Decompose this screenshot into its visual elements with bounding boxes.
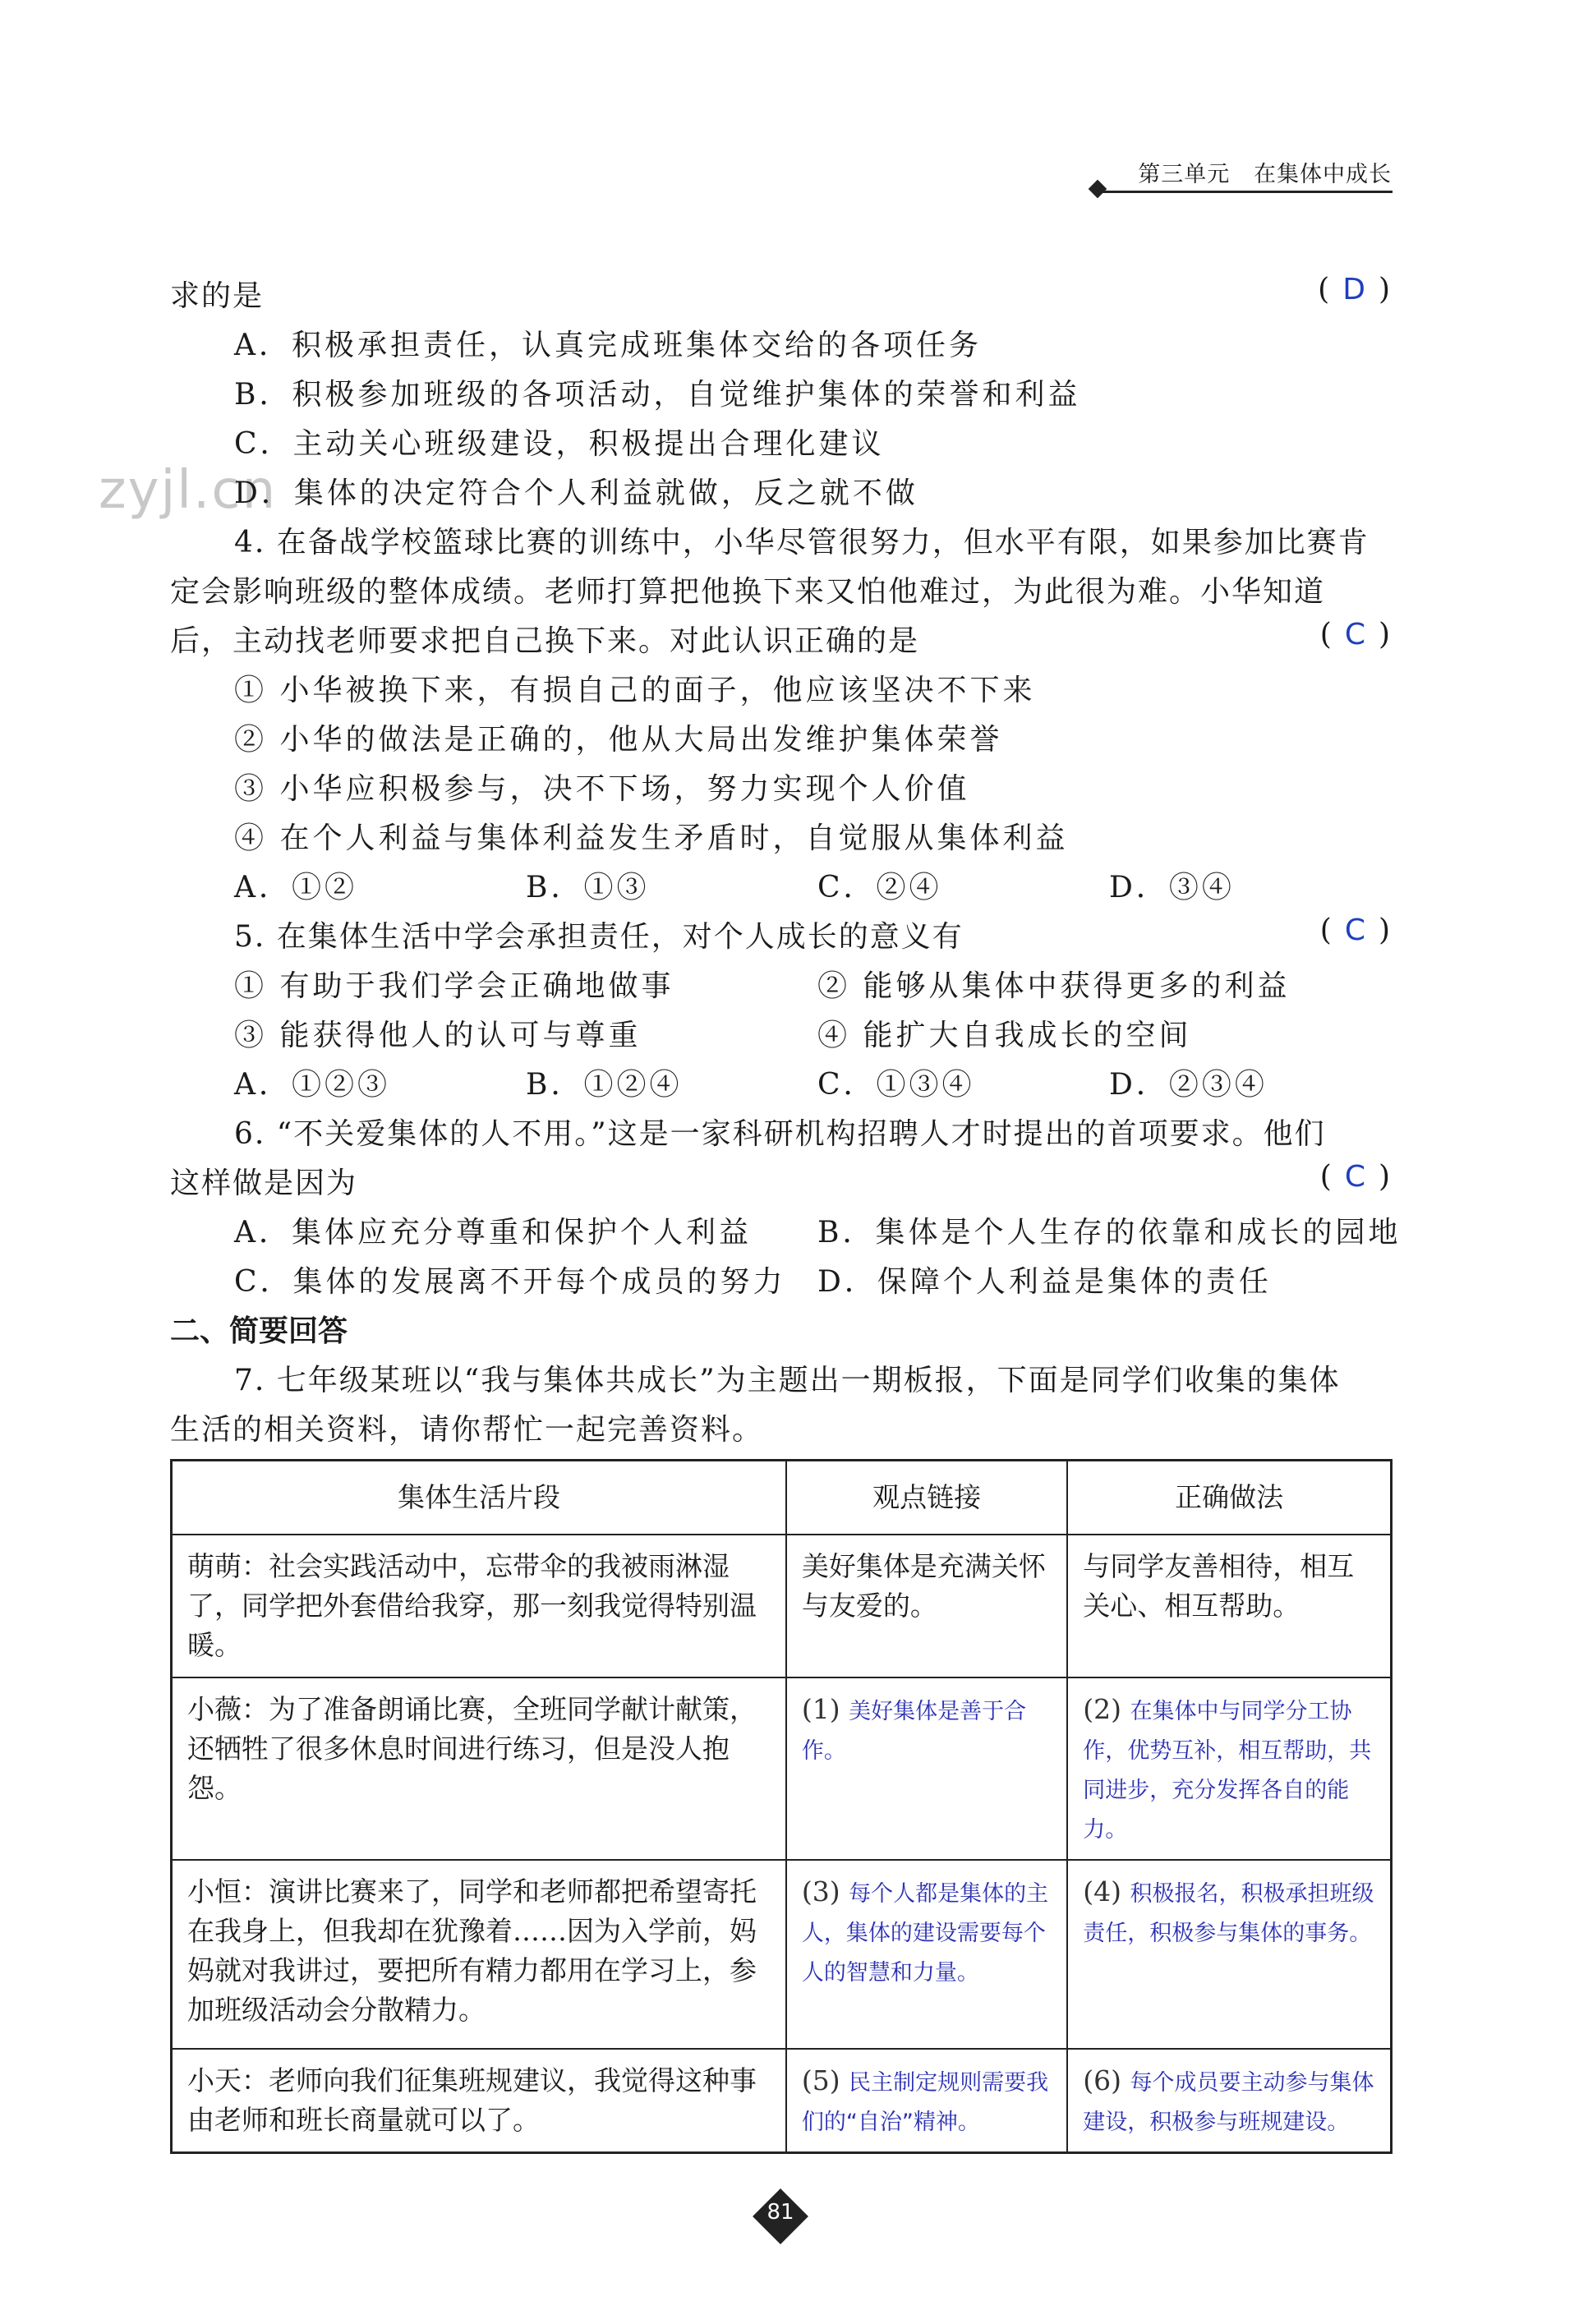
table-header-row — [172, 1461, 1392, 1535]
section-title: 二、简要回答 — [170, 1314, 348, 1348]
q6-line-1: 6. “不关爱集体的人不用。”这是一家科研机构招聘人才时提出的首项要求。他们 — [234, 1117, 1326, 1151]
q4-item-3: ③ 小华应积极参与，决不下场，努力实现个人价值 — [234, 772, 970, 806]
q3-stem-tail: 求的是 — [170, 279, 265, 313]
q6-choice-a: A．集体应充分尊重和保护个人利益 — [234, 1216, 752, 1249]
handwritten-answer: 每个人都是集体的主人，集体的建设需要每个人的智慧和力量。 — [801, 1881, 1049, 1986]
unit-label: 第三单元 — [1138, 162, 1231, 187]
q4-answer: ( C ) — [1319, 618, 1392, 651]
q5-choice-b: B．①②④ — [526, 1068, 683, 1102]
watermark: zyjl.cn — [99, 460, 278, 521]
q4-item-4: ④ 在个人利益与集体利益发生矛盾时，自觉服从集体利益 — [234, 821, 1069, 855]
view-cell: 美好集体是充满关怀与友爱的。 — [786, 1535, 1067, 1677]
handwritten-answer: 美好集体是善于合作。 — [801, 1699, 1027, 1764]
header-diamond-icon — [1089, 180, 1107, 199]
handwritten-answer: 每个成员要主动参与集体建设，积极参与班规建设。 — [1083, 2070, 1374, 2135]
action-cell: 与同学友善相待，相互关心、相互帮助。 — [1067, 1535, 1391, 1677]
q5-choice-d: D．②③④ — [1109, 1068, 1268, 1102]
handwritten-answer: 民主制定规则需要我们的“自治”精神。 — [801, 2070, 1049, 2135]
q5-choice-a: A．①②③ — [234, 1068, 390, 1102]
table-row — [172, 1860, 1392, 2049]
q6-choice-b: B．集体是个人生存的依靠和成长的园地 — [817, 1216, 1402, 1249]
blank-number: (3) — [801, 1875, 840, 1908]
q5-item-2: ② 能够从集体中获得更多的利益 — [817, 969, 1291, 1003]
scene-cell: 小恒：演讲比赛来了，同学和老师都把希望寄托在我身上，但我却在犹豫着……因为入学前，妈妈就对我讲过，要把所有精力都用在学习上，参加班级活动会分散精力。 — [172, 1860, 786, 2049]
scene-cell: 萌萌：社会实践活动中，忘带伞的我被雨淋湿了，同学把外套借给我穿，那一刻我觉得特别温暖。 — [172, 1535, 786, 1677]
q4-choice-b: B．①③ — [526, 871, 650, 904]
action-cell — [1067, 1677, 1391, 1860]
q3-option-d: D．集体的决定符合个人利益就做，反之就不做 — [234, 476, 918, 510]
q4-line-1: 4. 在备战学校篮球比赛的训练中，小华尽管很努力，但水平有限，如果参加比赛肯 — [234, 526, 1370, 559]
header-rule — [1101, 191, 1393, 193]
view-cell — [786, 1677, 1067, 1860]
blank-number: (4) — [1083, 1875, 1121, 1908]
q4-item-1: ① 小华被换下来，有损自己的面子，他应该坚决不下来 — [234, 674, 1036, 707]
handwritten-answer: 积极报名，积极承担班级责任，积极参与集体的事务。 — [1083, 1881, 1374, 1946]
q4-choice-d: D．③④ — [1109, 871, 1235, 904]
q6-answer: ( C ) — [1319, 1160, 1392, 1194]
handwritten-answer: 在集体中与同学分工协作，优势互补，相互帮助，共同进步，充分发挥各自的能力。 — [1083, 1699, 1372, 1843]
q6-choice-c: C．集体的发展离不开每个成员的努力 — [234, 1265, 786, 1299]
action-cell — [1067, 2049, 1391, 2153]
q5-choice-c: C．①③④ — [817, 1068, 975, 1102]
blank-number: (5) — [801, 2064, 840, 2096]
q4-choice-a: A．①② — [234, 871, 357, 904]
q3-answer: ( D ) — [1318, 273, 1392, 306]
table-row — [172, 2049, 1392, 2153]
scene-cell: 小薇：为了准备朗诵比赛，全班同学献计献策，还牺牲了很多休息时间进行练习，但是没人抱怨。 — [172, 1677, 786, 1860]
q6-line-2: 这样做是因为 — [170, 1167, 358, 1200]
view-cell — [786, 1860, 1067, 2049]
page-number — [756, 2192, 805, 2241]
unit-title: 在集体中成长 — [1254, 162, 1392, 187]
q4-choice-c: C．②④ — [817, 871, 942, 904]
q3-option-a: A．积极承担责任，认真完成班集体交给的各项任务 — [234, 329, 982, 362]
q7-line-2: 生活的相关资料，请你帮忙一起完善资料。 — [170, 1413, 764, 1447]
scene-cell: 小天：老师向我们征集班规建议，我觉得这种事由老师和班长商量就可以了。 — [172, 2049, 786, 2153]
q7-line-1: 7. 七年级某班以“我与集体共成长”为主题出一期板报，下面是同学们收集的集体 — [234, 1364, 1341, 1397]
q3-option-b: B．积极参加班级的各项活动，自觉维护集体的荣誉和利益 — [234, 378, 1081, 412]
blank-number: (1) — [801, 1693, 840, 1725]
table-row — [172, 1535, 1392, 1677]
q4-item-2: ② 小华的做法是正确的，他从大局出发维护集体荣誉 — [234, 723, 1003, 757]
page-number-text: 81 — [766, 2200, 794, 2225]
q5-stem: 5. 在集体生活中学会承担责任，对个人成长的意义有 — [234, 920, 964, 954]
header-view: 观点链接 — [786, 1461, 1067, 1535]
header-action: 正确做法 — [1067, 1461, 1391, 1535]
q3-option-c: C．主动关心班级建设，积极提出合理化建议 — [234, 427, 885, 461]
header-scene: 集体生活片段 — [172, 1461, 786, 1535]
blank-number: (2) — [1083, 1693, 1121, 1725]
q4-line-3: 后，主动找老师要求把自己换下来。对此认识正确的是 — [170, 624, 920, 658]
q7-table — [170, 1459, 1393, 2154]
action-cell — [1067, 1860, 1391, 2049]
table-row — [172, 1677, 1392, 1860]
q5-answer: ( C ) — [1319, 913, 1392, 947]
q5-item-4: ④ 能扩大自我成长的空间 — [817, 1019, 1192, 1052]
running-header — [1138, 156, 1392, 188]
q5-item-1: ① 有助于我们学会正确地做事 — [234, 969, 674, 1003]
q6-choice-d: D．保障个人利益是集体的责任 — [817, 1265, 1272, 1299]
view-cell — [786, 2049, 1067, 2153]
blank-number: (6) — [1083, 2064, 1121, 2096]
q5-item-3: ③ 能获得他人的认可与尊重 — [234, 1019, 642, 1052]
q4-line-2: 定会影响班级的整体成绩。老师打算把他换下来又怕他难过，为此很为难。小华知道 — [170, 575, 1326, 609]
